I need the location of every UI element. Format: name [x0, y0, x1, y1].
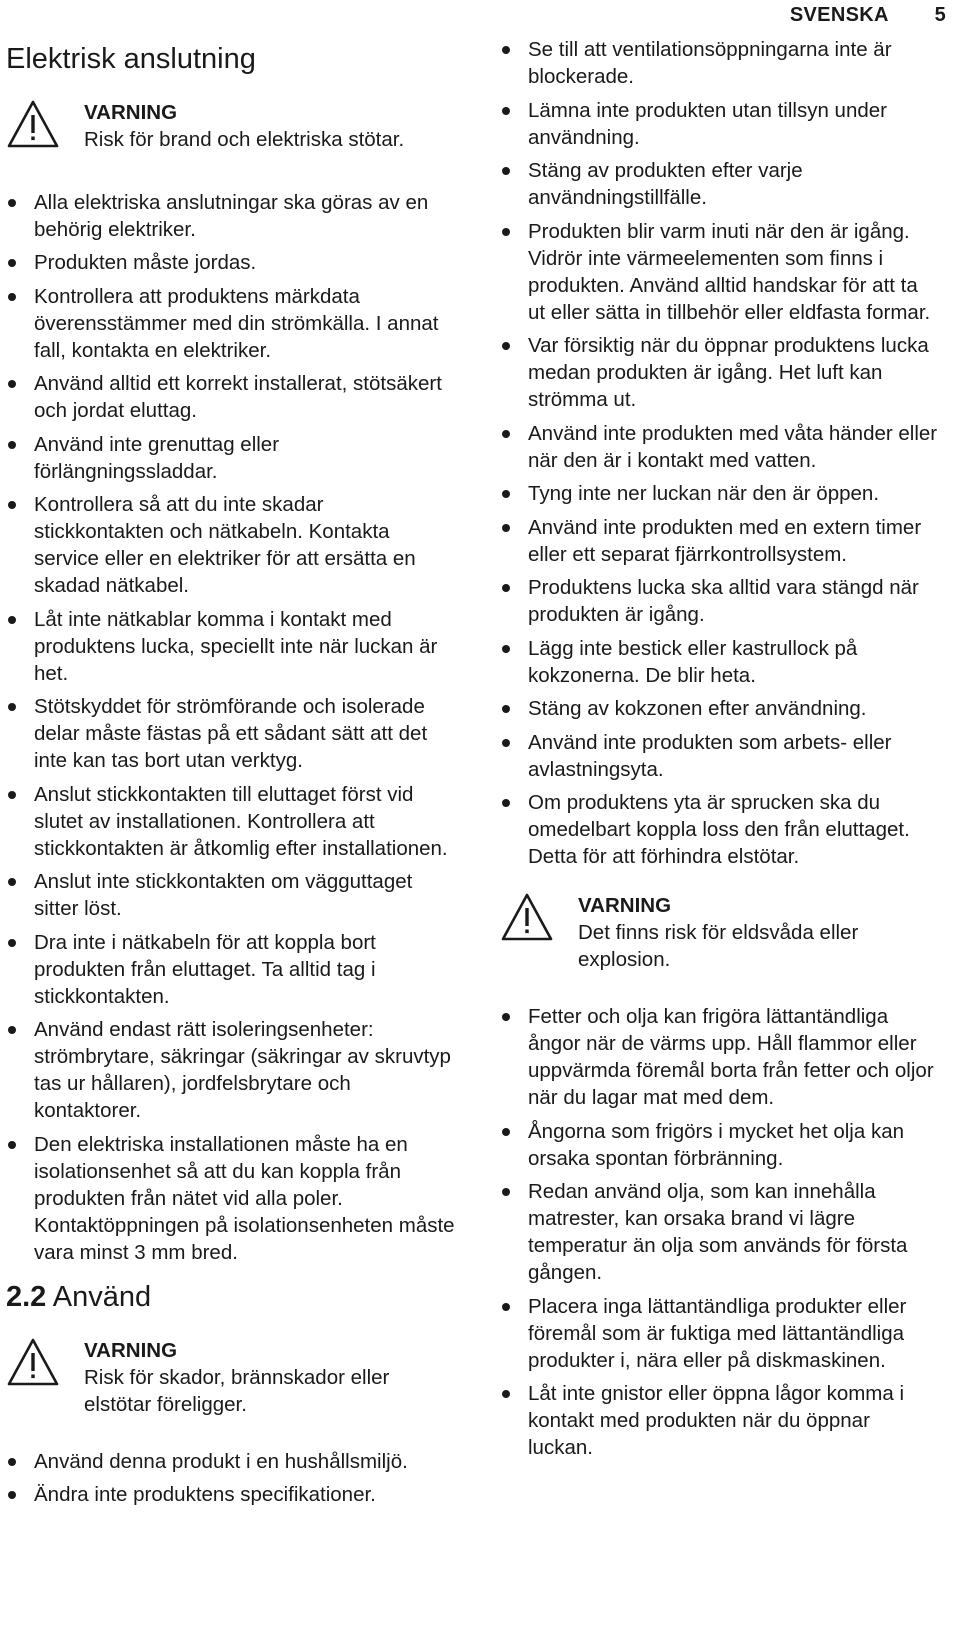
list-item: Produkten blir varm inuti när den är igång. Vidrör inte värmeelementen som finns i produkten. Använd alltid handskar för att ta ut eller sätta in tillbehör eller eldfasta formar.	[500, 218, 940, 326]
list-item: Ändra inte produktens specifikationer.	[6, 1481, 456, 1508]
use-list-continued	[500, 36, 940, 870]
bullet-dot-icon	[8, 1458, 16, 1466]
list-item: Placera inga lättantändliga produkter eller föremål som är fuktiga med lättantändliga produkter i, nära eller på diskmaskinen.	[500, 1293, 940, 1374]
list-item: Stäng av produkten efter varje användningstillfälle.	[500, 157, 940, 211]
warning-title: VARNING	[84, 1338, 178, 1362]
bullet-dot-icon	[8, 703, 16, 711]
list-item: Använd inte produkten med våta händer eller när den är i kontakt med vatten.	[500, 420, 940, 474]
list-item: Kontrollera att produktens märkdata överensstämmer med din strömkälla. I annat fall, kontakta en elektriker.	[6, 283, 456, 364]
list-item: Om produktens yta är sprucken ska du omedelbart koppla loss den från eluttaget. Detta för att förhindra elstötar.	[500, 789, 940, 870]
bullet-dot-icon	[8, 380, 16, 388]
bullet-dot-icon	[502, 799, 510, 807]
list-item: Använd denna produkt i en hushållsmiljö.	[6, 1448, 456, 1475]
list-item: Kontrollera så att du inte skadar stickkontakten och nätkabeln. Kontakta service eller en elektriker för att ersätta en skadad nätkabel.	[6, 491, 456, 599]
bullet-dot-icon	[502, 739, 510, 747]
bullet-dot-icon	[8, 199, 16, 207]
warning-text: Det finns risk för eldsvåda eller explosion.	[578, 921, 859, 971]
list-item: Alla elektriska anslutningar ska göras av en behörig elektriker.	[6, 189, 456, 243]
warning-box-use	[6, 1337, 456, 1418]
section-title-electrical: Elektrisk anslutning	[6, 43, 256, 75]
section-title-use	[6, 1280, 456, 1315]
bullet-dot-icon	[502, 524, 510, 532]
warning-text: Risk för brand och elektriska stötar.	[84, 127, 405, 151]
section-number: 2.2	[6, 1280, 47, 1313]
warning-triangle-icon	[6, 1337, 60, 1387]
list-item: Anslut inte stickkontakten om vägguttaget sitter löst.	[6, 868, 456, 922]
list-item: Stäng av kokzonen efter användning.	[500, 695, 940, 722]
bullet-dot-icon	[8, 939, 16, 947]
bullet-dot-icon	[502, 167, 510, 175]
electrical-list	[6, 189, 456, 1266]
page-number: 5	[934, 4, 946, 26]
list-item: Använd inte produkten som arbets- eller avlastningsyta.	[500, 729, 940, 783]
list-item: Redan använd olja, som kan innehålla matrester, kan orsaka brand vi lägre temperatur än olja som används för första gången.	[500, 1178, 940, 1286]
bullet-dot-icon	[502, 107, 510, 115]
list-item: Lägg inte bestick eller kastrullock på kokzonerna. De blir heta.	[500, 635, 940, 689]
bullet-dot-icon	[8, 1026, 16, 1034]
language-label: SVENSKA	[789, 4, 889, 26]
list-item: Använd inte produkten med en extern timer eller ett separat fjärrkontrollsystem.	[500, 514, 940, 568]
warning-title: VARNING	[84, 100, 178, 124]
list-item: Låt inte nätkablar komma i kontakt med produktens lucka, speciellt inte när luckan är het.	[6, 606, 456, 687]
bullet-dot-icon	[502, 490, 510, 498]
list-item: Produktens lucka ska alltid vara stängd när produkten är igång.	[500, 574, 940, 628]
list-item: Lämna inte produkten utan tillsyn under användning.	[500, 97, 940, 151]
right-column	[500, 36, 940, 1468]
bullet-dot-icon	[502, 228, 510, 236]
list-item: Låt inte gnistor eller öppna lågor komma i kontakt med produkten när du öppnar luckan.	[500, 1380, 940, 1461]
warning-text: Risk för skador, brännskador eller elstötar föreligger.	[84, 1365, 390, 1416]
warning-box-electrical	[6, 99, 456, 159]
list-item: Stötskyddet för strömförande och isolerade delar måste fästas på ett sådant sätt att det inte kan tas bort utan verktyg.	[6, 693, 456, 774]
bullet-dot-icon	[8, 616, 16, 624]
list-item: Anslut stickkontakten till eluttaget först vid slutet av installationen. Kontrollera att stickkontakten är åtkomlig efter installationen.	[6, 781, 456, 862]
bullet-dot-icon	[8, 259, 16, 267]
list-item: Se till att ventilationsöppningarna inte är blockerade.	[500, 36, 940, 90]
list-item: Använd alltid ett korrekt installerat, stötsäkert och jordat eluttag.	[6, 370, 456, 424]
fire-list	[500, 1003, 940, 1461]
bullet-dot-icon	[502, 1303, 510, 1311]
bullet-dot-icon	[8, 791, 16, 799]
bullet-dot-icon	[502, 1188, 510, 1196]
list-item: Tyng inte ner luckan när den är öppen.	[500, 480, 940, 507]
use-list	[6, 1448, 456, 1509]
bullet-dot-icon	[502, 342, 510, 350]
bullet-dot-icon	[502, 1013, 510, 1021]
warning-triangle-icon	[6, 99, 60, 149]
bullet-dot-icon	[8, 501, 16, 509]
list-item: Ångorna som frigörs i mycket het olja kan orsaka spontan förbränning.	[500, 1118, 940, 1172]
bullet-dot-icon	[502, 430, 510, 438]
list-item: Den elektriska installationen måste ha en isolationsenhet så att du kan koppla från produkten från nätet vid alla poler. Kontaktöppningen på isolationsenheten måste vara minst 3 mm bred.	[6, 1131, 456, 1266]
bullet-dot-icon	[502, 1390, 510, 1398]
left-column	[6, 36, 456, 1515]
warning-triangle-icon	[500, 892, 554, 942]
list-item: Använd endast rätt isoleringsenheter: strömbrytare, säkringar (säkringar av skruvtyp tas ur hållaren), jordfelsbrytare och kontaktorer.	[6, 1016, 456, 1124]
bullet-dot-icon	[8, 1491, 16, 1499]
bullet-dot-icon	[502, 46, 510, 54]
list-item: Använd inte grenuttag eller förlängningssladdar.	[6, 431, 456, 485]
list-item: Var försiktig när du öppnar produktens lucka medan produkten är igång. Het luft kan strömma ut.	[500, 332, 940, 413]
section-title-text: Använd	[52, 1280, 152, 1313]
bullet-dot-icon	[502, 705, 510, 713]
bullet-dot-icon	[502, 584, 510, 592]
list-item: Dra inte i nätkabeln för att koppla bort produkten från eluttaget. Ta alltid tag i stickkontakten.	[6, 929, 456, 1010]
bullet-dot-icon	[8, 1141, 16, 1149]
warning-box-fire	[500, 892, 940, 973]
bullet-dot-icon	[8, 878, 16, 886]
bullet-dot-icon	[502, 1128, 510, 1136]
warning-title: VARNING	[578, 894, 672, 917]
bullet-dot-icon	[8, 441, 16, 449]
bullet-dot-icon	[8, 293, 16, 301]
list-item: Fetter och olja kan frigöra lättantändliga ångor när de värms upp. Håll flammor eller uppvärmda föremål borta från fetter och oljor när du lagar mat med dem.	[500, 1003, 940, 1111]
list-item: Produkten måste jordas.	[6, 249, 456, 276]
bullet-dot-icon	[502, 645, 510, 653]
page-header	[790, 4, 946, 27]
